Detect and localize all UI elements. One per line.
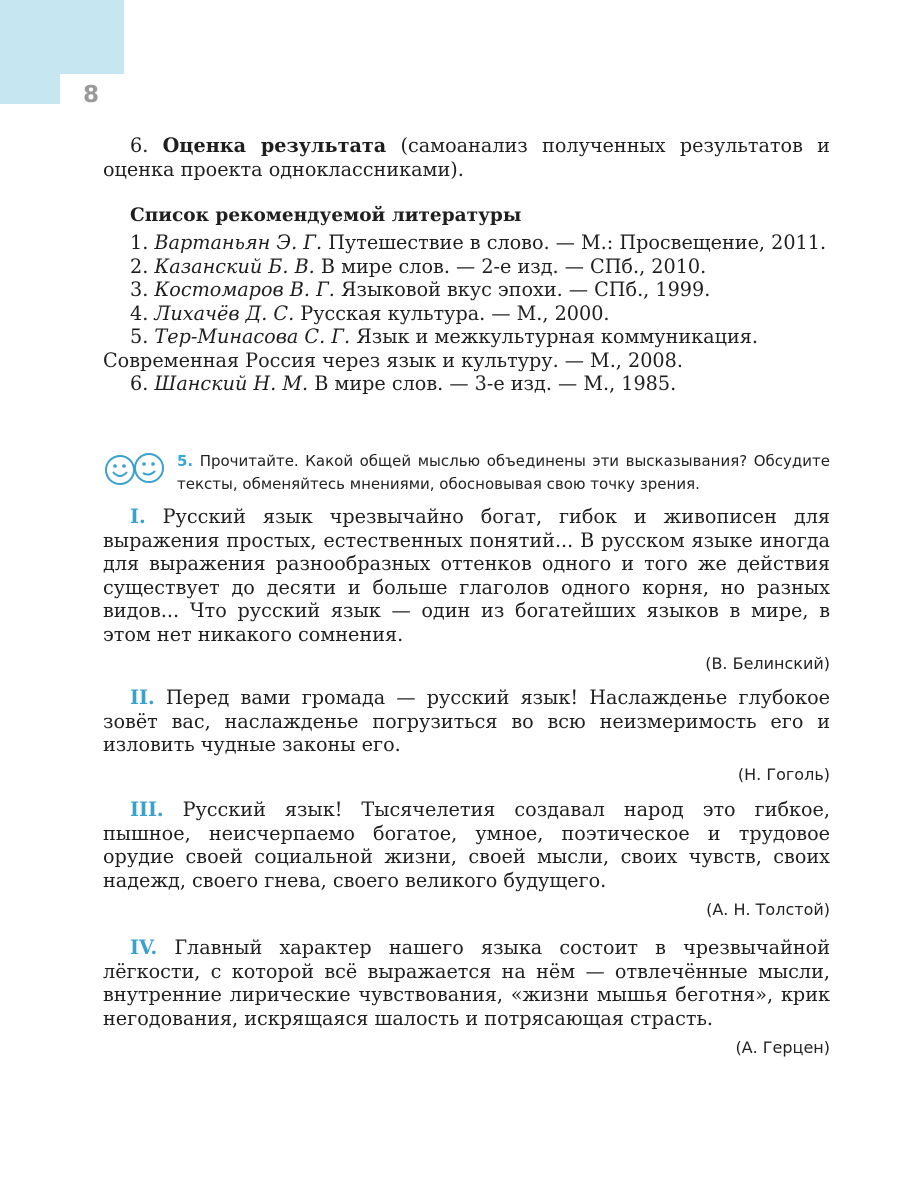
item-title: Путешествие в слово. — М.: Просвещение, 2011. [328, 231, 827, 254]
literature-item [103, 231, 830, 255]
quote-author: (А. Герцен) [735, 1038, 830, 1057]
quote-roman-numeral: II. [130, 686, 155, 709]
evaluation-text: (самоанализ полученных результатов и оценка проекта одноклассниками). [103, 134, 830, 181]
quote-roman-numeral: III. [130, 798, 164, 821]
quote-author: (В. Белинский) [705, 654, 830, 673]
quote-author: (А. Н. Толстой) [706, 900, 830, 919]
task-5 [103, 450, 830, 496]
evaluation-number: 6. [130, 134, 149, 157]
page-number: 8 [83, 82, 100, 108]
item-author: Вартаньян Э. Г. [154, 231, 323, 254]
task-number: 5. [177, 452, 194, 470]
literature-item [103, 278, 830, 302]
quote-block [103, 505, 830, 675]
quote-author: (Н. Гоголь) [737, 764, 830, 784]
item-number: 3. [130, 278, 149, 301]
quote-roman-numeral: I. [130, 505, 146, 528]
evaluation-title: Оценка результата [162, 134, 387, 157]
item-author: Лихачёв Д. С. [154, 301, 295, 325]
literature-section [103, 204, 830, 396]
item-author: Костомаров В. Г. [154, 278, 335, 301]
item-author: Шанский Н. М. [154, 372, 309, 395]
item-number: 4. [130, 301, 149, 325]
evaluation-paragraph [103, 134, 830, 181]
task-instruction: Прочитайте. Какой общей мыслью объединены эти высказывания? Обсудите тексты, обменяйтесь мнениями, обосновывая свою точку зрения. [177, 452, 830, 493]
literature-item [103, 302, 830, 326]
item-title: В мире слов. — 2-е изд. — СПб., 2010. [320, 254, 707, 278]
item-number: 5. [130, 325, 149, 348]
item-number: 2. [130, 254, 149, 278]
quote-block [103, 936, 830, 1059]
item-author: Казанский Б. В. [154, 254, 315, 278]
literature-item [103, 372, 830, 396]
discussion-faces-icon [103, 452, 167, 488]
literature-item [103, 255, 830, 279]
item-author: Тер-Минасова С. Г. [154, 325, 351, 348]
item-title: Языковой вкус эпохи. — СПб., 1999. [340, 278, 711, 301]
quote-text: Перед вами громада — русский язык! Наслажденье глубокое зовёт вас, наслажденье погрузиться во всю неизмеримость его и изловить чудные законы его. [103, 686, 830, 756]
item-title: Язык и межкультурная коммуникация. Современная Россия через язык и культуру. — М., 2008. [103, 325, 758, 372]
quote-block [103, 798, 830, 921]
quote-text: Главный характер нашего языка состоит в чрезвычайной лёгкости, с которой всё выражается на нём — отвлечённые мысли, внутренние лирические чувствования, «жизни мышья беготня», крик негодования, искрящаяся шалость и потрясающая страсть. [103, 936, 830, 1030]
task-text [177, 450, 830, 496]
item-number: 1. [130, 231, 149, 254]
quote-text: Русский язык чрезвычайно богат, гибок и живописен для выражения простых, естественных понятий... В русском языке иногда для выражения разнообразных оттенков одного и того же действия существует до десяти и больше глаголов одного корня, но разных видов... Что русский язык — один из богатейших языков в мире, в этом нет никакого сомнения. [103, 505, 830, 646]
quote-text: Русский язык! Тысячелетия создавал народ это гибкое, пышное, неисчерпаемо богатое, умное, поэтическое и трудовое орудие своей социальной жизни, своей мысли, своих чувств, своих надежд, своего гнева, своего великого будущего. [103, 798, 830, 892]
literature-item [103, 325, 830, 372]
quote-roman-numeral: IV. [130, 936, 158, 959]
item-number: 6. [130, 372, 149, 395]
item-title: Русская культура. — М., 2000. [300, 301, 610, 325]
item-title: В мире слов. — 3-е изд. — М., 1985. [314, 372, 677, 395]
quote-block [103, 686, 830, 786]
literature-heading: Список рекомендуемой литературы [130, 205, 522, 226]
